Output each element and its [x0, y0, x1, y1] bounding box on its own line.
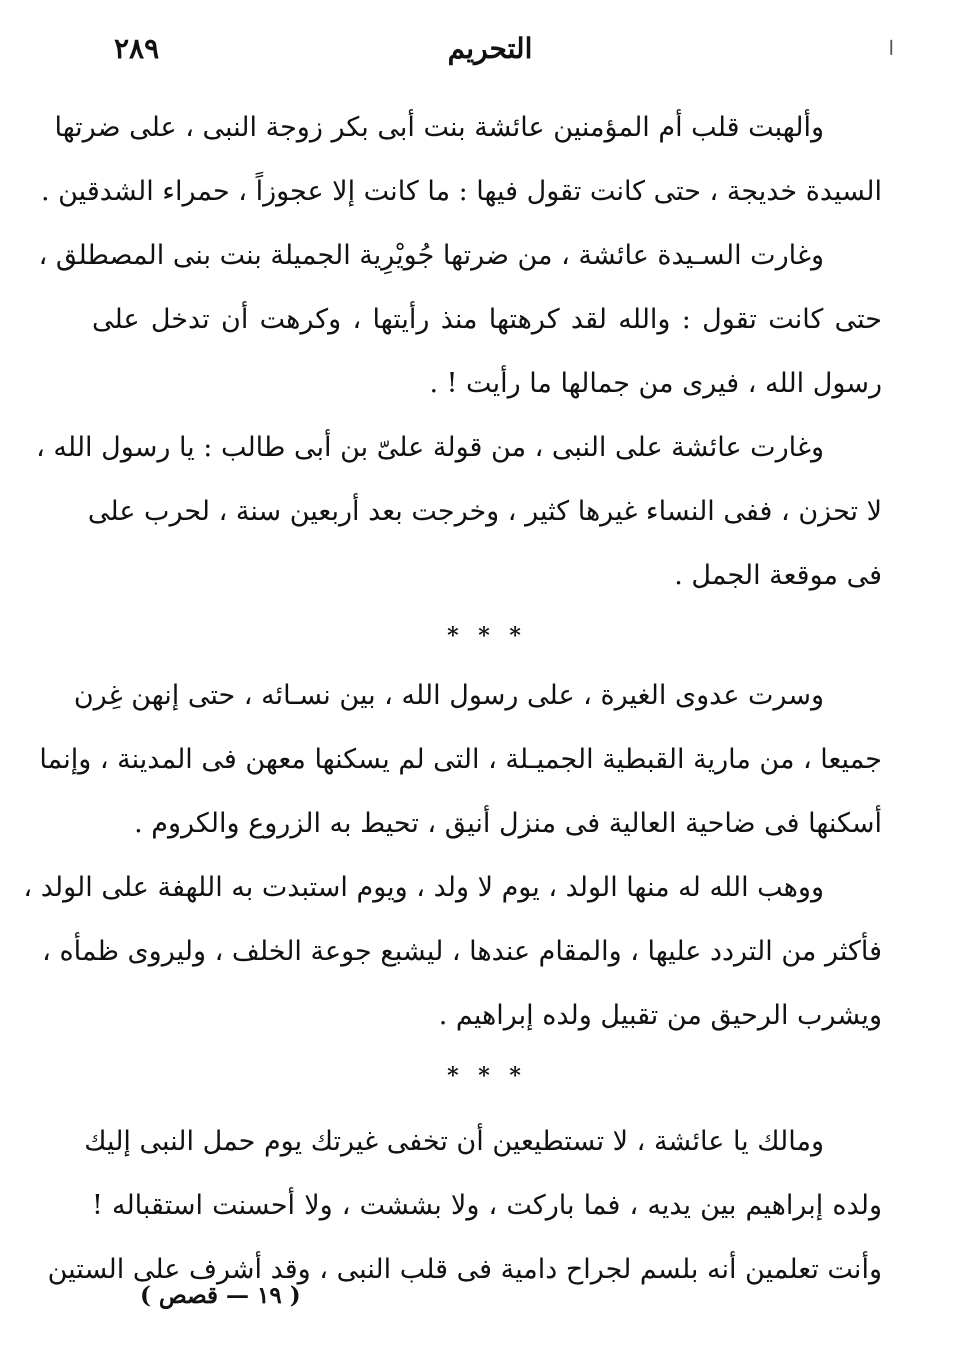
text-line: وأنت تعلمين أنه بلسم لجراح دامية فى قلب النبى ، وقد أشرف على الستين [47, 1254, 882, 1285]
page-body [23, 96, 882, 1302]
text-line: أسكنها فى ضاحية العالية فى منزل أنيق ، تحيط به الزروع والكروم . [134, 808, 882, 839]
paragraph [38, 224, 882, 416]
paragraph [40, 96, 882, 224]
signature-mark: ( ١٩ — قصص ) [140, 1282, 301, 1309]
text-line: ووهب الله له منها الولد ، يوم لا ولد ، ويوم استبدت به اللهفة على الولد ، [23, 872, 824, 903]
text-line: رسول الله ، فيرى من جمالها ما رأيت ! . [429, 368, 882, 399]
text-line: فأكثر من التردد عليها ، والمقام عندها ، ليشبع جوعة الخلف ، وليروى ظمأه ، [42, 936, 882, 967]
text-line: ومالك يا عائشة ، لا تستطيعين أن تخفى غيرتك يوم حمل النبى إليك [84, 1126, 824, 1157]
text-line: حتى كانت تقول : والله لقد كرهتها منذ رأيتها ، وكرهت أن تدخل على [92, 304, 882, 335]
paragraph [23, 856, 882, 1048]
text-line: لا تحزن ، ففى النساء غيرها كثير ، وخرجت بعد أربعين سنة ، لحرب على [87, 496, 882, 527]
section-separator: * * * [447, 623, 527, 649]
text-line: ولده إبراهيم بين يديه ، فما باركت ، ولا بششت ، ولا أحسنت استقباله ! [92, 1190, 882, 1221]
text-line: جميعا ، من مارية القبطية الجميـلة ، التى لم يسكنها معهن فى المدينة ، وإنما [39, 744, 882, 775]
text-line: وألهبت قلب أم المؤمنين عائشة بنت أبى بكر زوجة النبى ، على ضرتها [54, 112, 824, 143]
page-number: ٢٨٩ [114, 32, 160, 65]
margin-mark: ا [888, 36, 894, 60]
text-line: السيدة خديجة ، حتى كانت تقول فيها : ما كانت إلا عجوزاً ، حمراء الشدقين . [40, 176, 882, 207]
paragraph [47, 1110, 882, 1302]
paragraph [39, 664, 882, 856]
paragraph [36, 416, 882, 608]
section-separator: * * * [447, 1063, 527, 1089]
page-header [90, 28, 894, 78]
text-line: وغارت عائشة على النبى ، من قولة علىّ بن أبى طالب : يا رسول الله ، [36, 432, 824, 463]
text-line: ويشرب الرحيق من تقبيل ولده إبراهيم . [438, 1000, 882, 1031]
running-title: التحريم [447, 32, 533, 65]
text-line: وغارت السـيدة عائشة ، من ضرتها جُويْرِية الجميلة بنت بنى المصطلق ، [38, 240, 824, 271]
text-line: فى موقعة الجمل . [674, 560, 882, 591]
text-line: وسرت عدوى الغيرة ، على رسول الله ، بين نسـائه ، حتى إنهن غِرن [73, 680, 824, 711]
